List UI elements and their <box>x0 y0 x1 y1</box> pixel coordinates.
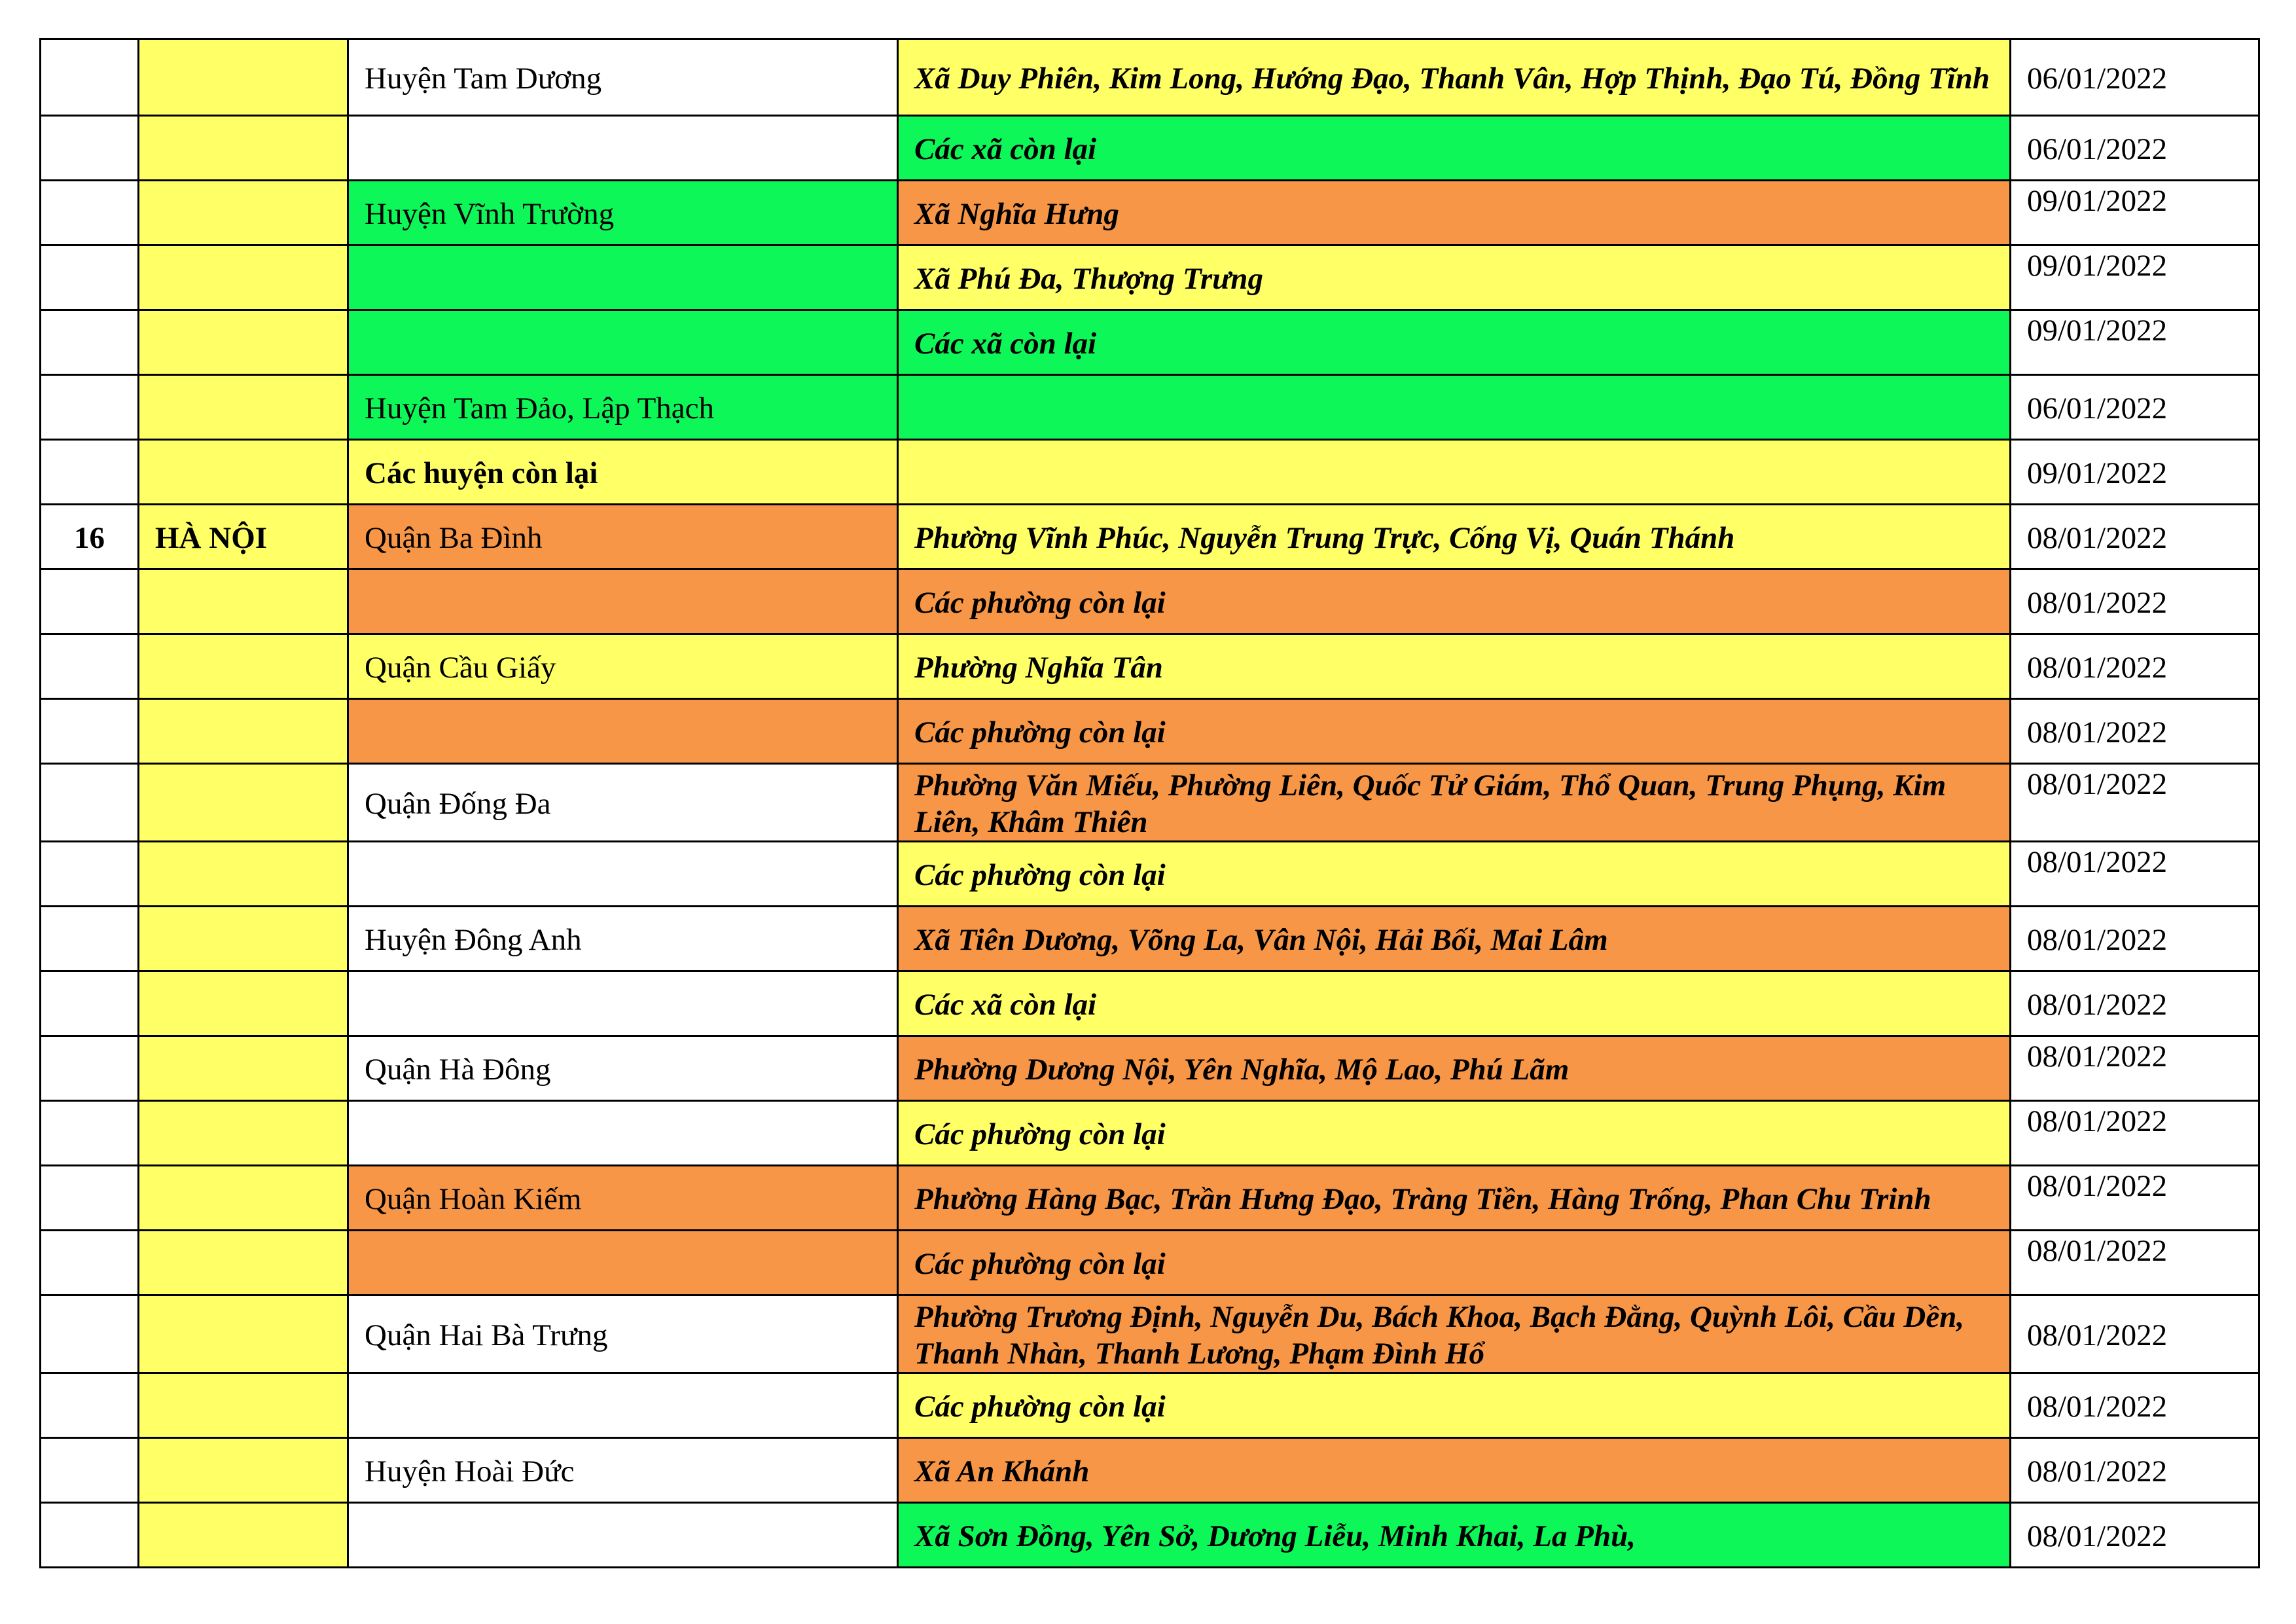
province-cell <box>139 310 348 375</box>
wards-cell: Xã Nghĩa Hưng <box>898 181 2011 245</box>
date-cell: 08/01/2022 <box>2011 569 2259 634</box>
province-cell <box>139 1438 348 1503</box>
row-number-cell <box>41 116 139 181</box>
district-cell <box>348 1503 898 1568</box>
table-row <box>41 764 2259 842</box>
table-row <box>41 1295 2259 1373</box>
wards-cell: Phường Hàng Bạc, Trần Hưng Đạo, Tràng Tiền, Hàng Trống, Phan Chu Trinh <box>898 1166 2011 1231</box>
district-cell: Huyện Hoài Đức <box>348 1438 898 1503</box>
province-cell <box>139 440 348 505</box>
district-cell <box>348 1231 898 1295</box>
date-cell: 06/01/2022 <box>2011 116 2259 181</box>
district-cell <box>348 971 898 1036</box>
table-row <box>41 1166 2259 1231</box>
province-cell <box>139 699 348 764</box>
province-cell <box>139 1036 348 1101</box>
district-cell: Các huyện còn lại <box>348 440 898 505</box>
row-number-cell <box>41 440 139 505</box>
table-body <box>41 39 2259 1568</box>
district-cell: Quận Hà Đông <box>348 1036 898 1101</box>
wards-cell: Xã Duy Phiên, Kim Long, Hướng Đạo, Thanh Vân, Hợp Thịnh, Đạo Tú, Đồng Tĩnh <box>898 39 2011 116</box>
wards-cell: Xã Tiên Dương, Võng La, Vân Nội, Hải Bối, Mai Lâm <box>898 907 2011 971</box>
date-cell: 08/01/2022 <box>2011 1503 2259 1568</box>
province-cell <box>139 907 348 971</box>
table-row <box>41 245 2259 310</box>
district-cell <box>348 1101 898 1166</box>
district-cell <box>348 569 898 634</box>
wards-cell: Xã Phú Đa, Thượng Trưng <box>898 245 2011 310</box>
row-number-cell <box>41 39 139 116</box>
row-number-cell <box>41 907 139 971</box>
province-cell: HÀ NỘI <box>139 505 348 569</box>
wards-cell: Phường Văn Miếu, Phường Liên, Quốc Tử Giám, Thổ Quan, Trung Phụng, Kim Liên, Khâm Thiên <box>898 764 2011 842</box>
table-row <box>41 116 2259 181</box>
table-row <box>41 842 2259 907</box>
wards-cell: Các phường còn lại <box>898 1101 2011 1166</box>
province-cell <box>139 569 348 634</box>
date-cell: 08/01/2022 <box>2011 1373 2259 1438</box>
district-cell <box>348 310 898 375</box>
table-row <box>41 181 2259 245</box>
wards-cell: Các phường còn lại <box>898 569 2011 634</box>
table-row <box>41 39 2259 116</box>
wards-cell: Phường Trương Định, Nguyễn Du, Bách Khoa, Bạch Đằng, Quỳnh Lôi, Cầu Dền, Thanh Nhàn, Thanh Lương, Phạm Đình Hổ <box>898 1295 2011 1373</box>
date-cell: 08/01/2022 <box>2011 1295 2259 1373</box>
wards-cell: Các xã còn lại <box>898 116 2011 181</box>
row-number-cell <box>41 1503 139 1568</box>
table-row <box>41 971 2259 1036</box>
wards-cell: Phường Vĩnh Phúc, Nguyễn Trung Trực, Cống Vị, Quán Thánh <box>898 505 2011 569</box>
row-number-cell <box>41 1373 139 1438</box>
row-number-cell <box>41 1438 139 1503</box>
district-cell <box>348 245 898 310</box>
wards-cell: Các phường còn lại <box>898 1373 2011 1438</box>
row-number-cell <box>41 764 139 842</box>
table-row <box>41 1036 2259 1101</box>
date-cell: 08/01/2022 <box>2011 1101 2259 1166</box>
district-cell: Huyện Tam Dương <box>348 39 898 116</box>
district-cell: Huyện Vĩnh Trường <box>348 181 898 245</box>
district-cell: Quận Đống Đa <box>348 764 898 842</box>
table-row <box>41 375 2259 440</box>
wards-cell: Các xã còn lại <box>898 310 2011 375</box>
row-number-cell <box>41 1036 139 1101</box>
date-cell: 09/01/2022 <box>2011 440 2259 505</box>
province-cell <box>139 1166 348 1231</box>
wards-cell: Phường Dương Nội, Yên Nghĩa, Mộ Lao, Phú Lãm <box>898 1036 2011 1101</box>
date-cell: 09/01/2022 <box>2011 245 2259 310</box>
date-cell: 08/01/2022 <box>2011 699 2259 764</box>
province-cell <box>139 1373 348 1438</box>
wards-cell: Các xã còn lại <box>898 971 2011 1036</box>
province-cell <box>139 375 348 440</box>
province-cell <box>139 1295 348 1373</box>
province-cell <box>139 116 348 181</box>
date-cell: 08/01/2022 <box>2011 971 2259 1036</box>
date-cell: 08/01/2022 <box>2011 1231 2259 1295</box>
date-cell: 08/01/2022 <box>2011 634 2259 699</box>
row-number-cell <box>41 375 139 440</box>
table-row <box>41 310 2259 375</box>
row-number-cell <box>41 569 139 634</box>
province-cell <box>139 1231 348 1295</box>
table-row <box>41 634 2259 699</box>
date-cell: 08/01/2022 <box>2011 842 2259 907</box>
row-number-cell <box>41 245 139 310</box>
district-cell <box>348 699 898 764</box>
wards-cell <box>898 375 2011 440</box>
row-number-cell: 16 <box>41 505 139 569</box>
date-cell: 08/01/2022 <box>2011 1036 2259 1101</box>
table-row <box>41 699 2259 764</box>
table-row <box>41 440 2259 505</box>
table-row <box>41 1231 2259 1295</box>
table-row <box>41 505 2259 569</box>
district-cell: Huyện Đông Anh <box>348 907 898 971</box>
date-cell: 06/01/2022 <box>2011 375 2259 440</box>
table-row <box>41 1373 2259 1438</box>
row-number-cell <box>41 1101 139 1166</box>
date-cell: 08/01/2022 <box>2011 764 2259 842</box>
date-cell: 08/01/2022 <box>2011 1166 2259 1231</box>
row-number-cell <box>41 1231 139 1295</box>
wards-cell: Phường Nghĩa Tân <box>898 634 2011 699</box>
region-date-table <box>39 38 2260 1568</box>
province-cell <box>139 971 348 1036</box>
row-number-cell <box>41 634 139 699</box>
district-cell <box>348 842 898 907</box>
wards-cell: Xã Sơn Đồng, Yên Sở, Dương Liễu, Minh Khai, La Phù, <box>898 1503 2011 1568</box>
province-cell <box>139 764 348 842</box>
table-row <box>41 1101 2259 1166</box>
district-cell: Quận Hai Bà Trưng <box>348 1295 898 1373</box>
table-row <box>41 569 2259 634</box>
wards-cell: Các phường còn lại <box>898 1231 2011 1295</box>
table-row <box>41 907 2259 971</box>
table-row <box>41 1438 2259 1503</box>
row-number-cell <box>41 1295 139 1373</box>
province-cell <box>139 842 348 907</box>
row-number-cell <box>41 842 139 907</box>
province-cell <box>139 1503 348 1568</box>
district-cell <box>348 116 898 181</box>
province-cell <box>139 181 348 245</box>
district-cell: Huyện Tam Đảo, Lập Thạch <box>348 375 898 440</box>
province-cell <box>139 634 348 699</box>
date-cell: 08/01/2022 <box>2011 907 2259 971</box>
date-cell: 09/01/2022 <box>2011 310 2259 375</box>
province-cell <box>139 39 348 116</box>
province-cell <box>139 1101 348 1166</box>
wards-cell: Các phường còn lại <box>898 842 2011 907</box>
wards-cell <box>898 440 2011 505</box>
row-number-cell <box>41 310 139 375</box>
date-cell: 08/01/2022 <box>2011 505 2259 569</box>
date-cell: 08/01/2022 <box>2011 1438 2259 1503</box>
date-cell: 09/01/2022 <box>2011 181 2259 245</box>
row-number-cell <box>41 1166 139 1231</box>
wards-cell: Các phường còn lại <box>898 699 2011 764</box>
district-cell: Quận Hoàn Kiếm <box>348 1166 898 1231</box>
wards-cell: Xã An Khánh <box>898 1438 2011 1503</box>
district-cell <box>348 1373 898 1438</box>
district-cell: Quận Ba Đình <box>348 505 898 569</box>
date-cell: 06/01/2022 <box>2011 39 2259 116</box>
table-row <box>41 1503 2259 1568</box>
row-number-cell <box>41 699 139 764</box>
row-number-cell <box>41 971 139 1036</box>
district-cell: Quận Cầu Giấy <box>348 634 898 699</box>
row-number-cell <box>41 181 139 245</box>
province-cell <box>139 245 348 310</box>
